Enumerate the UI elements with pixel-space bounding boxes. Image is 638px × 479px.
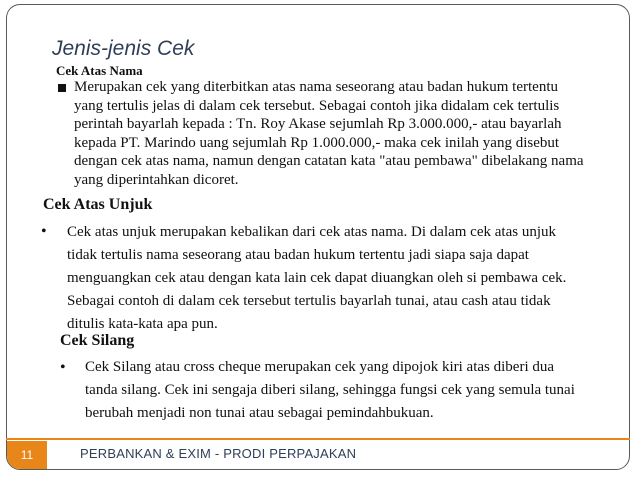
section-heading-cek-atas-nama: Cek Atas Nama xyxy=(56,63,143,78)
footer-divider xyxy=(6,438,630,440)
bullet-icon: • xyxy=(60,359,66,376)
text-line: kepada PT. Marindo uang sejumlah Rp 1.000.000,- maka cek inilah yang disebut xyxy=(74,134,560,151)
page-number-badge xyxy=(7,441,47,469)
text-line: yang diperintahkan dicoret. xyxy=(74,171,239,188)
text-line: dengan cek atas nama, namun dengan catatan kata "atau pembawa" dibelakang nama xyxy=(74,153,584,169)
section-heading-cek-silang: Cek Silang xyxy=(60,332,135,349)
footer-text: PERBANKAN & EXIM - PRODI PERPAJAKAN xyxy=(80,446,357,461)
page-number: 11 xyxy=(20,448,34,462)
text-line: berubah menjadi non tunai atau sebagai pemindahbukuan. xyxy=(85,405,434,421)
text-line: menguangkan cek atau dengan kata lain cek dapat diuangkan oleh si pembawa cek. xyxy=(67,270,567,286)
square-bullet-icon xyxy=(58,84,66,92)
bullet-icon: • xyxy=(41,223,47,240)
text-line: Cek Silang atau cross cheque merupakan cek yang dipojok kiri atas diberi dua xyxy=(85,359,555,375)
text-line: ditulis kata-kata apa pun. xyxy=(67,316,218,332)
text-line: Sebagai contoh di dalam cek tersebut tertulis bayarlah tunai, atau cash atau tidak xyxy=(67,293,551,309)
text-line: yang tertulis jelas di dalam cek tersebut. Sebagai contoh jika didalam cek tertulis xyxy=(74,97,560,114)
section-heading-cek-atas-unjuk: Cek Atas Unjuk xyxy=(43,196,153,213)
text-line: Cek atas unjuk merupakan kebalikan dari cek atas nama. Di dalam cek atas unjuk xyxy=(67,224,556,240)
text-line: Merupakan cek yang diterbitkan atas nama seseorang atau badan hukum tertentu xyxy=(74,79,558,95)
text-line: tanda silang. Cek ini sengaja diberi silang, sehingga fungsi cek yang semula tunai xyxy=(85,382,575,398)
text-line: perintah bayarlah kepada : Tn. Roy Akase sejumlah Rp 3.000.000,- atau bayarlah xyxy=(74,116,562,132)
slide-title: Jenis-jenis Cek xyxy=(52,37,195,60)
text-line: tidak tertulis nama seseorang atau badan hukum tertentu jadi siapa saja dapat xyxy=(67,247,529,263)
